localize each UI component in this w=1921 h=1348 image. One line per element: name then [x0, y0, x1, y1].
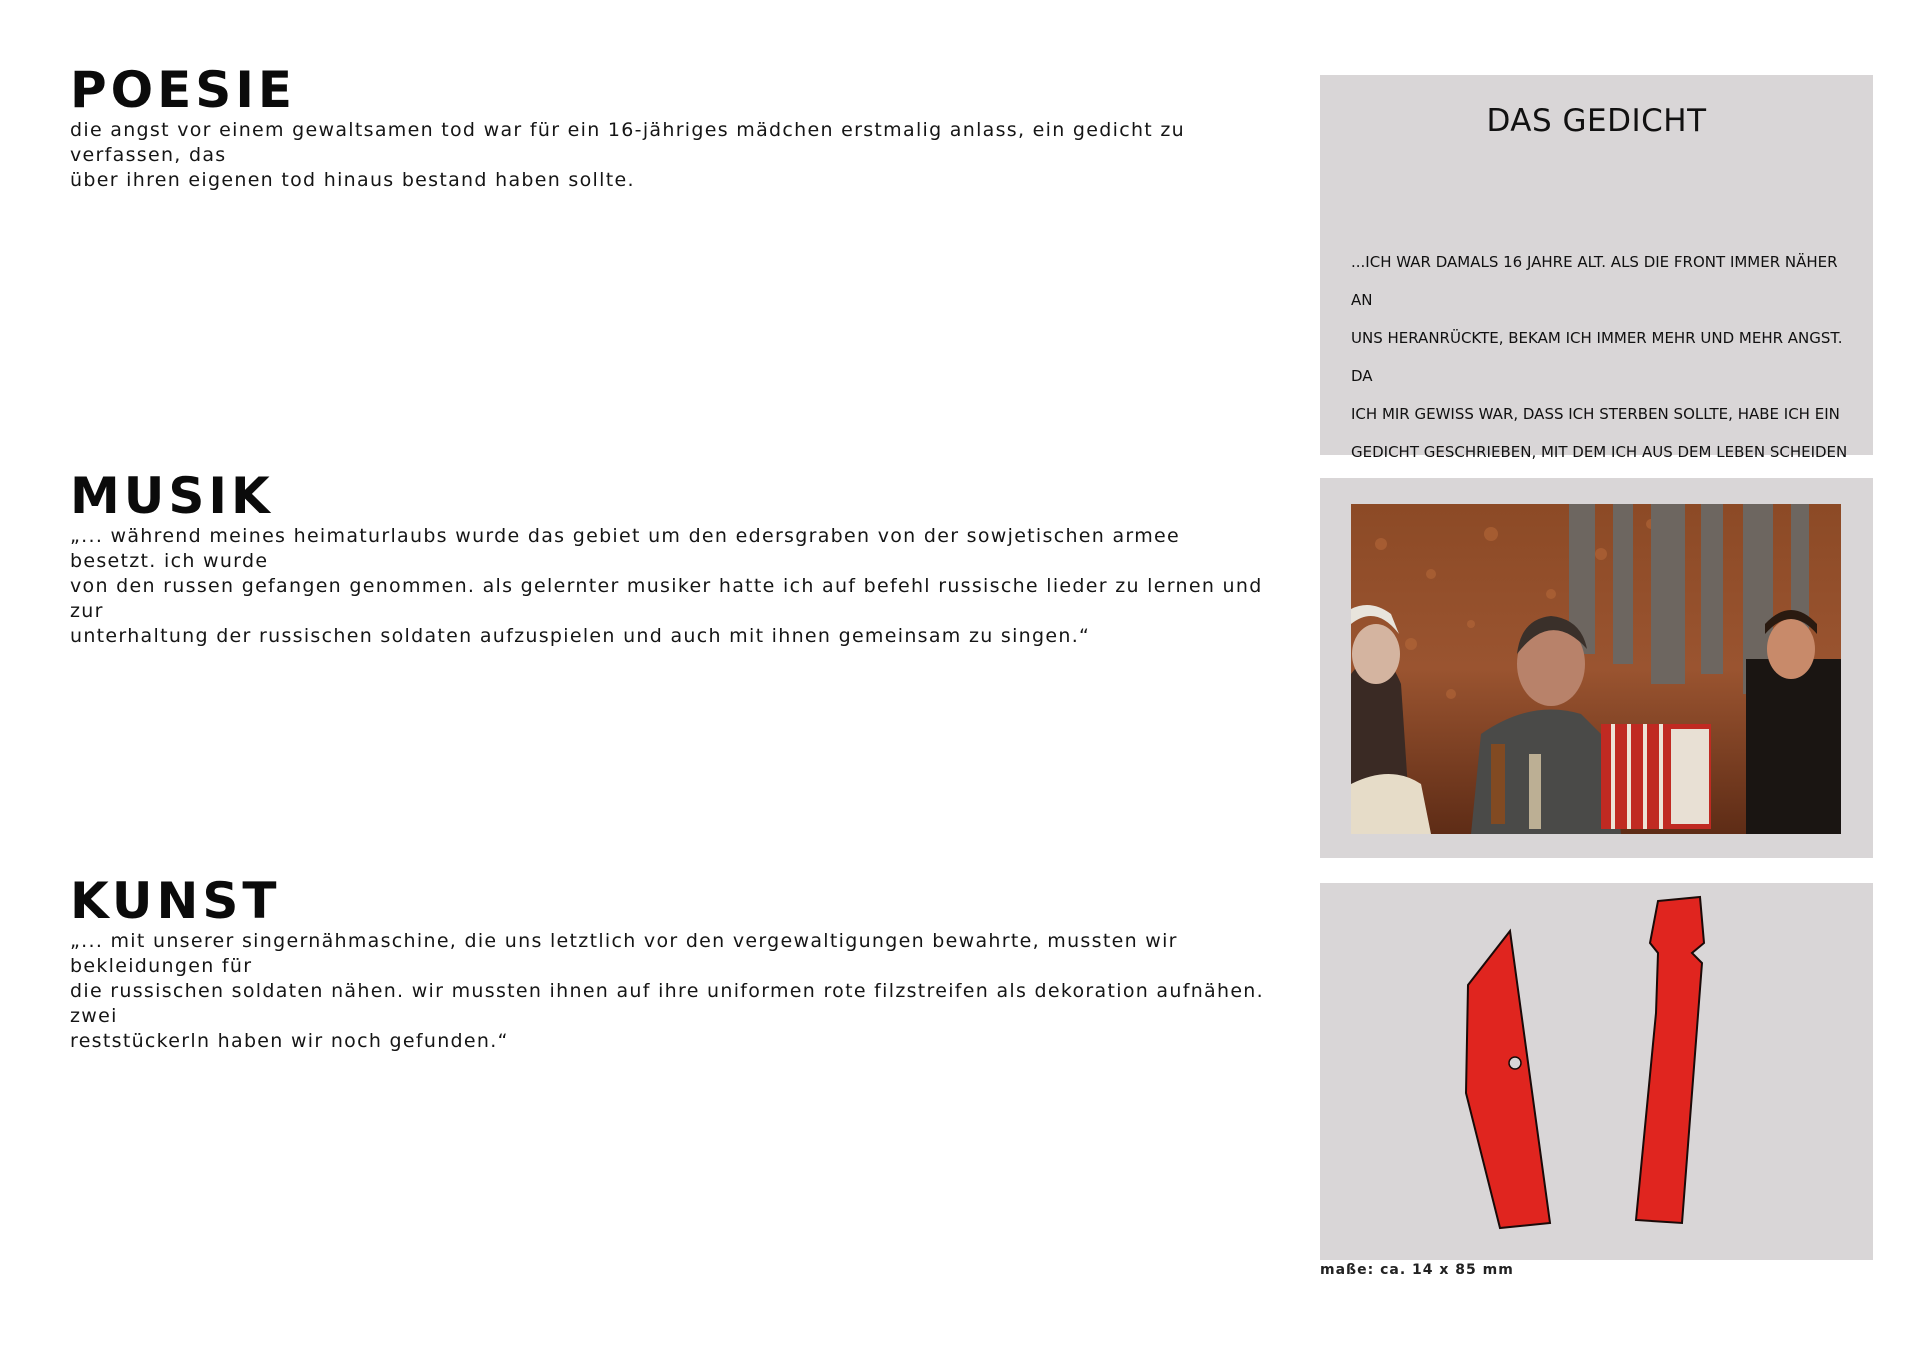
- kunst-text-line-2: die russischen soldaten nähen. wir mussten ihnen auf ihre uniformen rote filzstreifen als dekoration aufnähen. zwei: [70, 980, 1264, 1027]
- gedicht-title: DAS GEDICHT: [1486, 103, 1707, 139]
- section-poesie: [70, 62, 1270, 193]
- gedicht-line-4: GEDICHT GESCHRIEBEN, MIT DEM ICH AUS DEM LEBEN SCHEIDEN: [1351, 443, 1848, 461]
- section-musik: [70, 468, 1270, 649]
- musik-text-line-2: von den russen gefangen genommen. als gelernter musiker hatte ich auf befehl russische lieder zu lernen und zur: [70, 575, 1263, 622]
- gedicht-line-2: UNS HERANRÜCKTE, BEKAM ICH IMMER MEHR UND MEHR ANGST. DA: [1351, 329, 1843, 385]
- felt-strip-right: [1636, 897, 1704, 1223]
- gedicht-line-1: ...ICH WAR DAMALS 16 JAHRE ALT. ALS DIE FRONT IMMER NÄHER AN: [1351, 253, 1838, 309]
- section-kunst: [70, 873, 1270, 1054]
- felt-strips-panel: [1320, 883, 1873, 1260]
- felt-strip-hole: [1509, 1057, 1521, 1069]
- musik-text-line-1: „... während meines heimaturlaubs wurde das gebiet um den edersgraben von der sowjetischen armee besetzt. ich wurde: [70, 525, 1180, 572]
- kunst-text-line-3: reststückerln haben wir noch gefunden.“: [70, 1030, 509, 1052]
- heading-kunst: KUNST: [70, 872, 281, 930]
- musik-text-line-3: unterhaltung der russischen soldaten aufzuspielen und auch mit ihnen gemeinsam zu singen.“: [70, 625, 1091, 647]
- gedicht-quote: [1351, 243, 1855, 509]
- gedicht-panel: [1320, 75, 1873, 461]
- dimensions-caption: maße: ca. 14 x 85 mm: [1320, 1262, 1514, 1278]
- photo-panel: [1320, 478, 1873, 858]
- kunst-text-line-1: „... mit unserer singernähmaschine, die uns letztlich vor den vergewaltigungen bewahrte, mussten wir bekleidungen für: [70, 930, 1178, 977]
- gedicht-line-3: ICH MIR GEWISS WAR, DASS ICH STERBEN SOLLTE, HABE ICH EIN: [1351, 405, 1840, 423]
- poesie-text-line-2: über ihren eigenen tod hinaus bestand haben sollte.: [70, 169, 635, 191]
- poesie-text-line-1: die angst vor einem gewaltsamen tod war für ein 16-jähriges mädchen erstmalig anlass, ein gedicht zu verfassen, das: [70, 119, 1186, 166]
- accordion-player-photo: [1351, 504, 1841, 834]
- felt-strip-left: [1466, 931, 1550, 1228]
- heading-poesie: POESIE: [70, 61, 297, 119]
- heading-musik: MUSIK: [70, 467, 274, 525]
- red-felt-strips-image: [1320, 883, 1873, 1260]
